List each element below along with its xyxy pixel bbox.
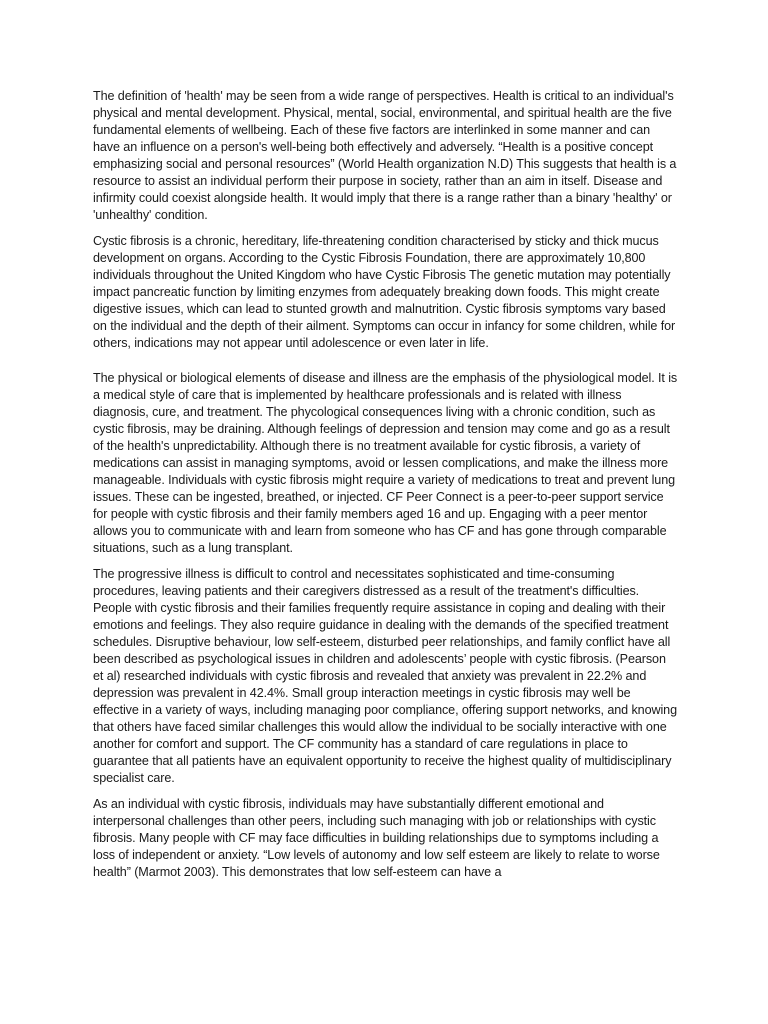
paragraph-interpersonal-challenges: As an individual with cystic fibrosis, individuals may have substantially different emotional and interpersonal challenges than other peers, including such managing with job or relationships with cystic fibrosis. Many people with CF may face difficulties in building relationships due to symptoms including a loss of independent or anxiety. “Low levels of autonomy and low self esteem are likely to relate to worse health” (Marmot 2003). This demonstrates that low self-esteem can have a <box>93 797 660 879</box>
paragraph-health-definition: The definition of 'health' may be seen from a wide range of perspectives. Health is critical to an individual's physical and mental development. Physical, mental, social, environmental, and spiritual health are the five fundamental elements of wellbeing. Each of these five factors are interlinked in some manner and can have an influence on a person's well-being both effectively and adversely. “Health is a positive concept emphasizing social and personal resources” (World Health organization N.D) This suggests that health is a resource to assist an individual perform their purpose in society, rather than an aim in itself. Disease and infirmity could coexist alongside health. It would imply that there is a range rather than a binary 'healthy' or 'unhealthy' condition. <box>93 89 677 222</box>
paragraph-physiological-model: The physical or biological elements of disease and illness are the emphasis of the physiological model. It is a medical style of care that is implemented by healthcare professionals and is related with illness diagnosis, cure, and treatment. The phycological consequences living with a chronic condition, such as cystic fibrosis, may be draining. Although feelings of depression and tension may come and go as a result of the health's unpredictability. Although there is no treatment available for cystic fibrosis, a variety of medications can assist in managing symptoms, avoid or lessen complications, and make the illness more manageable. Individuals with cystic fibrosis might require a variety of medications to treat and prevent lung issues. These can be ingested, breathed, or injected. CF Peer Connect is a peer-to-peer support service for people with cystic fibrosis and their family members aged 16 and up. Engaging with a peer mentor allows you to communicate with and learn from someone who has CF and has gone through comparable situations, such as a lung transplant. <box>93 371 678 555</box>
document-body <box>93 88 678 890</box>
paragraph-psychological-issues: The progressive illness is difficult to control and necessitates sophisticated and time-consuming procedures, leaving patients and their caregivers distressed as a result of the treatment's difficulties. People with cystic fibrosis and their families frequently require assistance in coping and dealing with their emotions and feelings. They also require guidance in dealing with the demands of the specified treatment schedules. Disruptive behaviour, low self-esteem, disturbed peer relationships, and family conflict have all been described as psychological issues in children and adolescents’ people with cystic fibrosis. (Pearson et al) researched individuals with cystic fibrosis and revealed that anxiety was prevalent in 22.2% and depression was prevalent in 42.4%. Small group interaction meetings in cystic fibrosis may well be effective in a variety of ways, including managing poor compliance, offering support networks, and knowing that others have faced similar challenges this would allow the individual to be socially interactive with one another for comfort and support. The CF community has a standard of care regulations in place to guarantee that all patients have an equivalent opportunity to receive the highest quality of multidisciplinary specialist care. <box>93 567 677 785</box>
paragraph-cystic-fibrosis-overview: Cystic fibrosis is a chronic, hereditary, life-threatening condition characterised by sticky and thick mucus development on organs. According to the Cystic Fibrosis Foundation, there are approximately 10,800 individuals throughout the United Kingdom who have Cystic Fibrosis The genetic mutation may potentially impact pancreatic function by limiting enzymes from adequately breaking down foods. This might create digestive issues, which can lead to stunted growth and malnutrition. Cystic fibrosis symptoms vary based on the individual and the depth of their ailment. Symptoms can occur in infancy for some children, while for others, indications may not appear until adolescence or even later in life. <box>93 234 676 350</box>
